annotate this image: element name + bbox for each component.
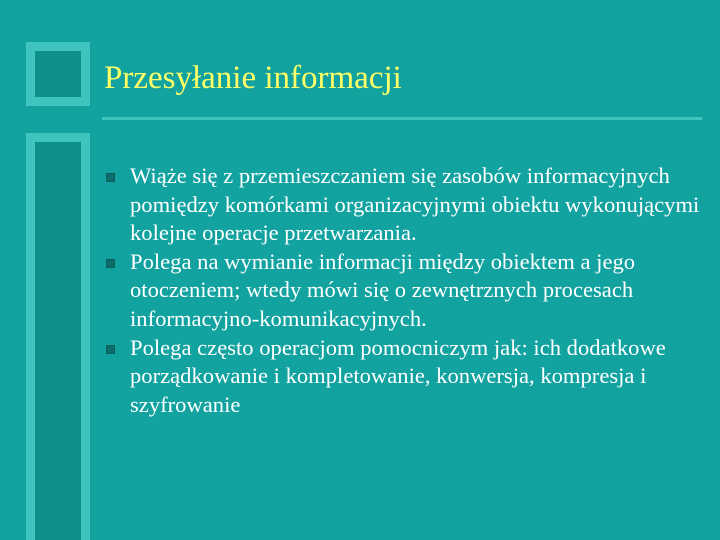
- decorative-square-bottom: [35, 142, 81, 540]
- bullet-text: Wiąże się z przemieszczaniem się zasobów informacyjnych pomiędzy komórkami organizacyjnymi obiektu wykonującymi kolejne operacje przetwarzania.: [130, 163, 700, 246]
- bullet-item: [104, 334, 704, 420]
- title-underline: [102, 117, 702, 120]
- square-bullet-icon: [106, 345, 115, 354]
- bullet-item: [104, 162, 704, 248]
- square-bullet-icon: [106, 173, 115, 182]
- slide-title: Przesyłanie informacji: [104, 60, 402, 96]
- decorative-square-top: [35, 51, 81, 97]
- bullet-text: Polega często operacjom pomocniczym jak: ich dodatkowe porządkowanie i kompletowanie, konwersja, kompresja i szyfrowanie: [130, 334, 666, 417]
- bullet-list: [104, 162, 704, 419]
- square-bullet-icon: [106, 259, 115, 268]
- bullet-text: Polega na wymianie informacji między obiektem a jego otoczeniem; wtedy mówi się o zewnętrznych procesach informacyjno-komunikacyjnych.: [130, 248, 636, 331]
- bullet-item: [104, 248, 704, 334]
